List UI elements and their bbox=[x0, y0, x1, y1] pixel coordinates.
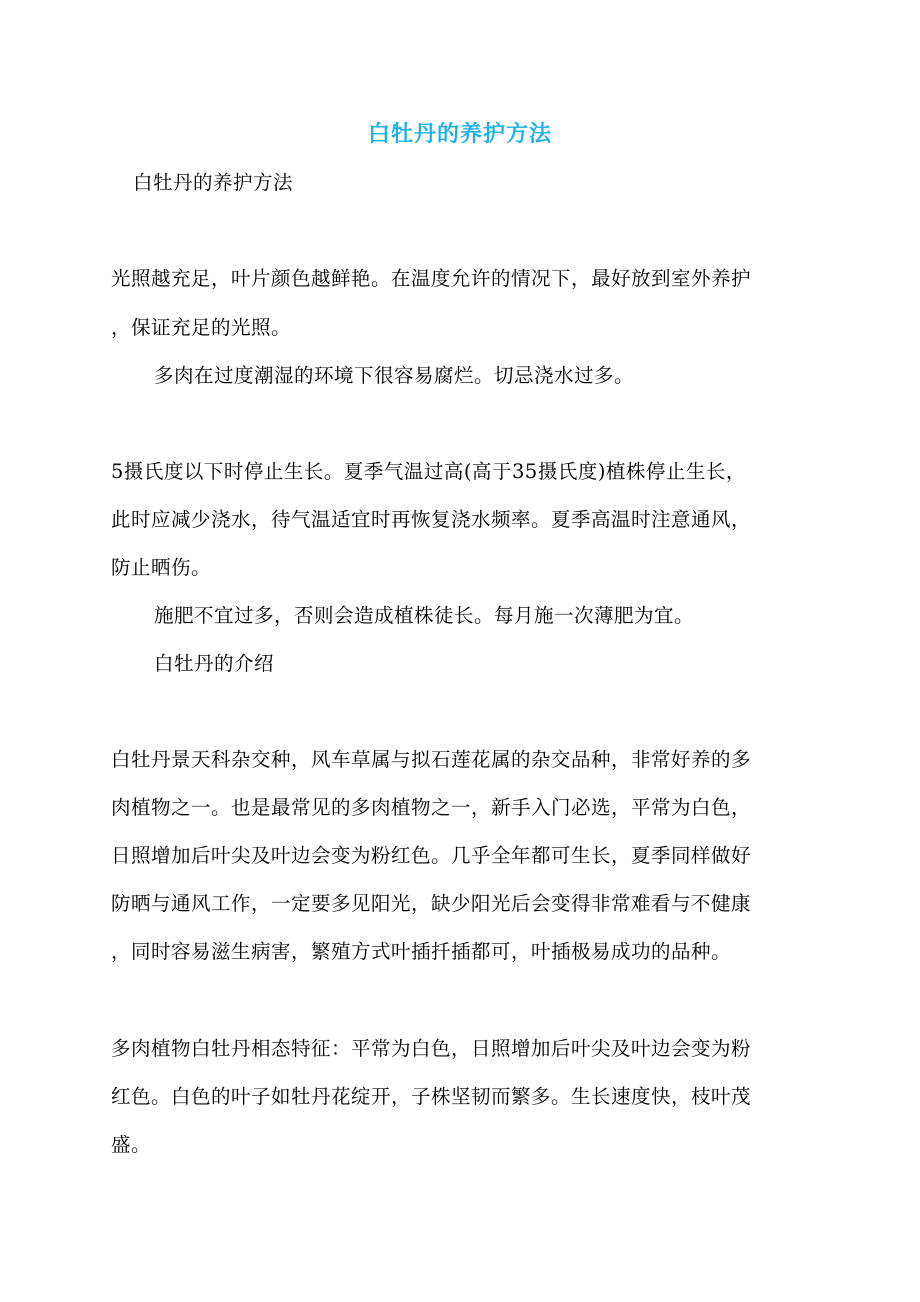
paragraph-line: 此时应减少浇水，待气温适宜时再恢复浇水频率。夏季高温时注意通风， bbox=[111, 508, 752, 531]
section-heading: 白牡丹的养护方法 bbox=[133, 171, 294, 194]
paragraph-line: ，保证充足的光照。 bbox=[111, 316, 292, 339]
paragraph-line: 防止晒伤。 bbox=[111, 556, 212, 579]
paragraph-line: ，同时容易滋生病害，繁殖方式叶插扦插都可，叶插极易成功的品种。 bbox=[111, 940, 732, 963]
paragraph-line: 盛。 bbox=[111, 1133, 152, 1156]
paragraph-line: 光照越充足，叶片颜色越鲜艳。在温度允许的情况下，最好放到室外养护 bbox=[111, 267, 752, 290]
paragraph-line: 防晒与通风工作，一定要多见阳光，缺少阳光后会变得非常难看与不健康 bbox=[111, 892, 752, 915]
paragraph-line: 日照增加后叶尖及叶边会变为粉红色。几乎全年都可生长，夏季同样做好 bbox=[111, 844, 752, 867]
paragraph-line: 多肉在过度潮湿的环境下很容易腐烂。切忌浇水过多。 bbox=[154, 364, 635, 387]
paragraph-line: 白牡丹景天科杂交种，风车草属与拟石莲花属的杂交品种，非常好养的多 bbox=[111, 748, 752, 771]
paragraph-line: 肉植物之一。也是最常见的多肉植物之一，新手入门必选，平常为白色， bbox=[111, 796, 752, 819]
paragraph-line: 5摄氏度以下时停止生长。夏季气温过高(高于35摄氏度)植株停止生长， bbox=[111, 460, 746, 483]
paragraph-line: 施肥不宜过多，否则会造成植株徒长。每月施一次薄肥为宜。 bbox=[154, 604, 695, 627]
paragraph-line: 红色。白色的叶子如牡丹花绽开，子株坚韧而繁多。生长速度快，枝叶茂 bbox=[111, 1085, 752, 1108]
paragraph-line: 多肉植物白牡丹相态特征：平常为白色，日照增加后叶尖及叶边会变为粉 bbox=[111, 1037, 752, 1060]
section-heading: 白牡丹的介绍 bbox=[154, 652, 275, 675]
document-title: 白牡丹的养护方法 bbox=[367, 122, 552, 147]
